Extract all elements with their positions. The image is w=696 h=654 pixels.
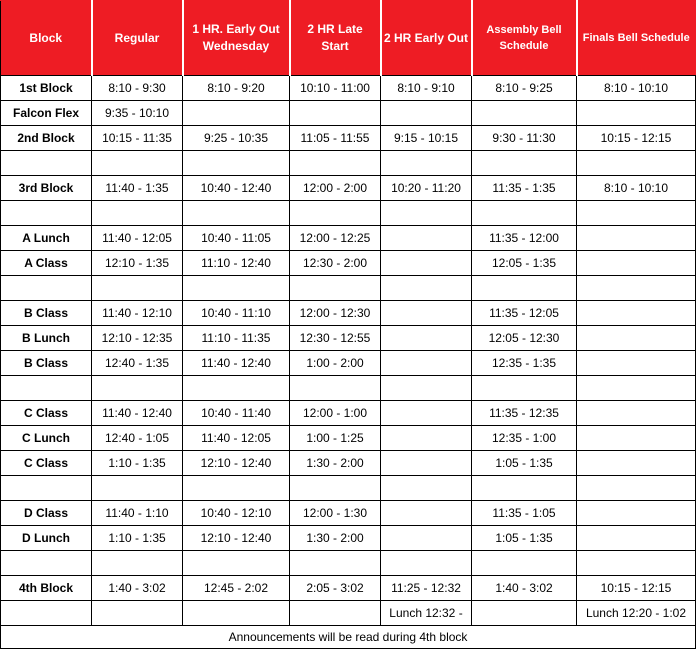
time-cell xyxy=(577,301,696,326)
spacer-row xyxy=(1,476,696,501)
time-cell: 1:40 - 3:02 xyxy=(472,576,577,601)
row-label xyxy=(1,376,92,401)
time-cell: 11:35 - 12:05 xyxy=(472,301,577,326)
time-cell: 12:40 - 1:35 xyxy=(92,351,183,376)
time-cell: 12:10 - 1:35 xyxy=(92,251,183,276)
time-cell: 12:30 - 12:55 xyxy=(290,326,381,351)
time-cell xyxy=(290,201,381,226)
time-cell: 11:10 - 12:40 xyxy=(183,251,290,276)
time-cell: 12:10 - 12:35 xyxy=(92,326,183,351)
time-cell xyxy=(381,151,472,176)
time-cell: 11:35 - 1:05 xyxy=(472,501,577,526)
table-row xyxy=(1,576,696,601)
time-cell xyxy=(290,276,381,301)
time-cell xyxy=(381,551,472,576)
time-cell: 11:40 - 1:10 xyxy=(92,501,183,526)
table-row xyxy=(1,301,696,326)
table-row xyxy=(1,426,696,451)
time-cell xyxy=(472,551,577,576)
time-cell xyxy=(381,501,472,526)
row-label: Falcon Flex xyxy=(1,101,92,126)
time-cell: 1:00 - 2:00 xyxy=(290,351,381,376)
time-cell xyxy=(577,326,696,351)
time-cell xyxy=(577,151,696,176)
row-label xyxy=(1,151,92,176)
time-cell xyxy=(381,326,472,351)
table-row xyxy=(1,226,696,251)
time-cell: 8:10 - 9:30 xyxy=(92,76,183,101)
header-early-out-wednesday: 1 HR. Early Out Wednesday xyxy=(183,1,290,76)
table-header xyxy=(1,1,696,76)
time-cell xyxy=(472,276,577,301)
time-cell xyxy=(472,101,577,126)
time-cell xyxy=(577,276,696,301)
time-cell: 9:25 - 10:35 xyxy=(183,126,290,151)
row-label xyxy=(1,201,92,226)
time-cell: 1:10 - 1:35 xyxy=(92,526,183,551)
row-label: D Class xyxy=(1,501,92,526)
time-cell xyxy=(577,201,696,226)
time-cell: 12:00 - 2:00 xyxy=(290,176,381,201)
table-row xyxy=(1,526,696,551)
time-cell xyxy=(577,101,696,126)
time-cell xyxy=(290,476,381,501)
time-cell xyxy=(183,601,290,626)
header-late-start: 2 HR Late Start xyxy=(290,1,381,76)
time-cell: 11:35 - 1:35 xyxy=(472,176,577,201)
time-cell xyxy=(577,526,696,551)
time-cell: 12:00 - 1:30 xyxy=(290,501,381,526)
time-cell xyxy=(381,201,472,226)
time-cell: 11:25 - 12:32 xyxy=(381,576,472,601)
time-cell: 1:30 - 2:00 xyxy=(290,526,381,551)
spacer-row xyxy=(1,376,696,401)
time-cell xyxy=(381,476,472,501)
time-cell: 10:10 - 11:00 xyxy=(290,76,381,101)
time-cell: 10:40 - 12:10 xyxy=(183,501,290,526)
row-label: B Class xyxy=(1,351,92,376)
table-row xyxy=(1,351,696,376)
time-cell: 10:15 - 12:15 xyxy=(577,126,696,151)
table-row xyxy=(1,76,696,101)
time-cell xyxy=(472,151,577,176)
time-cell xyxy=(577,426,696,451)
time-cell: 12:40 - 1:05 xyxy=(92,426,183,451)
time-cell xyxy=(577,351,696,376)
time-cell xyxy=(92,551,183,576)
time-cell xyxy=(381,376,472,401)
row-label: 3rd Block xyxy=(1,176,92,201)
time-cell xyxy=(381,301,472,326)
time-cell: 12:35 - 1:35 xyxy=(472,351,577,376)
time-cell: 1:10 - 1:35 xyxy=(92,451,183,476)
spacer-row xyxy=(1,276,696,301)
time-cell: 11:40 - 12:40 xyxy=(183,351,290,376)
time-cell xyxy=(577,251,696,276)
time-cell xyxy=(577,376,696,401)
time-cell xyxy=(290,376,381,401)
time-cell: 8:10 - 9:20 xyxy=(183,76,290,101)
row-label: C Lunch xyxy=(1,426,92,451)
time-cell: 8:10 - 10:10 xyxy=(577,176,696,201)
table-row xyxy=(1,126,696,151)
time-cell xyxy=(183,476,290,501)
header-assembly: Assembly Bell Schedule xyxy=(472,1,577,76)
time-cell xyxy=(92,201,183,226)
table-row xyxy=(1,401,696,426)
row-label xyxy=(1,476,92,501)
time-cell: 11:40 - 12:05 xyxy=(92,226,183,251)
header-regular: Regular xyxy=(92,1,183,76)
time-cell: 10:40 - 11:10 xyxy=(183,301,290,326)
time-cell: 8:10 - 10:10 xyxy=(577,76,696,101)
time-cell: 9:35 - 10:10 xyxy=(92,101,183,126)
row-label: 2nd Block xyxy=(1,126,92,151)
time-cell xyxy=(92,476,183,501)
time-cell xyxy=(290,101,381,126)
time-cell: 11:40 - 12:10 xyxy=(92,301,183,326)
time-cell: 12:05 - 12:30 xyxy=(472,326,577,351)
time-cell xyxy=(577,226,696,251)
time-cell xyxy=(577,451,696,476)
time-cell: 10:15 - 12:15 xyxy=(577,576,696,601)
time-cell xyxy=(577,501,696,526)
row-label: B Class xyxy=(1,301,92,326)
time-cell: 12:35 - 1:00 xyxy=(472,426,577,451)
row-label xyxy=(1,551,92,576)
time-cell: 11:10 - 11:35 xyxy=(183,326,290,351)
table-row xyxy=(1,176,696,201)
row-label: C Class xyxy=(1,451,92,476)
time-cell: 1:05 - 1:35 xyxy=(472,526,577,551)
time-cell xyxy=(183,551,290,576)
time-cell xyxy=(472,601,577,626)
time-cell: 1:30 - 2:00 xyxy=(290,451,381,476)
row-label xyxy=(1,276,92,301)
row-label: 1st Block xyxy=(1,76,92,101)
time-cell: 10:40 - 12:40 xyxy=(183,176,290,201)
header-row xyxy=(1,1,696,76)
time-cell xyxy=(577,401,696,426)
time-cell: 8:10 - 9:10 xyxy=(381,76,472,101)
time-cell: 2:05 - 3:02 xyxy=(290,576,381,601)
time-cell: 12:00 - 1:00 xyxy=(290,401,381,426)
row-label: A Lunch xyxy=(1,226,92,251)
header-finals: Finals Bell Schedule xyxy=(577,1,696,76)
time-cell: 10:40 - 11:05 xyxy=(183,226,290,251)
spacer-row xyxy=(1,201,696,226)
table-row xyxy=(1,101,696,126)
time-cell: 11:35 - 12:00 xyxy=(472,226,577,251)
time-cell xyxy=(577,551,696,576)
time-cell xyxy=(92,376,183,401)
time-cell: 9:30 - 11:30 xyxy=(472,126,577,151)
table-row xyxy=(1,251,696,276)
time-cell: 11:40 - 1:35 xyxy=(92,176,183,201)
time-cell xyxy=(183,376,290,401)
table-row xyxy=(1,451,696,476)
time-cell xyxy=(472,476,577,501)
time-cell: 12:30 - 2:00 xyxy=(290,251,381,276)
time-cell xyxy=(183,101,290,126)
time-cell xyxy=(381,426,472,451)
time-cell: 12:00 - 12:25 xyxy=(290,226,381,251)
time-cell xyxy=(183,201,290,226)
time-cell: 8:10 - 9:25 xyxy=(472,76,577,101)
time-cell: Lunch 12:32 - xyxy=(381,601,472,626)
time-cell xyxy=(381,451,472,476)
time-cell: 12:00 - 12:30 xyxy=(290,301,381,326)
time-cell: Lunch 12:20 - 1:02 xyxy=(577,601,696,626)
time-cell: 10:15 - 11:35 xyxy=(92,126,183,151)
table-row xyxy=(1,326,696,351)
time-cell xyxy=(183,151,290,176)
time-cell: 10:20 - 11:20 xyxy=(381,176,472,201)
spacer-row xyxy=(1,601,696,626)
time-cell xyxy=(290,151,381,176)
row-label: D Lunch xyxy=(1,526,92,551)
header-block: Block xyxy=(1,1,92,76)
time-cell xyxy=(381,351,472,376)
footer-row xyxy=(1,626,696,649)
time-cell: 11:40 - 12:05 xyxy=(183,426,290,451)
time-cell xyxy=(577,476,696,501)
time-cell: 1:00 - 1:25 xyxy=(290,426,381,451)
row-label: 4th Block xyxy=(1,576,92,601)
time-cell: 11:35 - 12:35 xyxy=(472,401,577,426)
time-cell xyxy=(92,276,183,301)
time-cell: 12:05 - 1:35 xyxy=(472,251,577,276)
row-label: C Class xyxy=(1,401,92,426)
time-cell xyxy=(290,551,381,576)
time-cell xyxy=(472,201,577,226)
time-cell xyxy=(472,376,577,401)
row-label: B Lunch xyxy=(1,326,92,351)
time-cell xyxy=(381,526,472,551)
row-label: A Class xyxy=(1,251,92,276)
time-cell xyxy=(381,226,472,251)
time-cell: 10:40 - 11:40 xyxy=(183,401,290,426)
table-footer xyxy=(1,626,696,649)
time-cell xyxy=(92,601,183,626)
time-cell: 12:10 - 12:40 xyxy=(183,526,290,551)
header-early-out: 2 HR Early Out xyxy=(381,1,472,76)
time-cell: 12:45 - 2:02 xyxy=(183,576,290,601)
time-cell xyxy=(381,401,472,426)
time-cell: 1:05 - 1:35 xyxy=(472,451,577,476)
table-row xyxy=(1,501,696,526)
time-cell xyxy=(92,151,183,176)
row-label xyxy=(1,601,92,626)
time-cell: 9:15 - 10:15 xyxy=(381,126,472,151)
time-cell xyxy=(381,276,472,301)
time-cell: 12:10 - 12:40 xyxy=(183,451,290,476)
table-body xyxy=(1,76,696,626)
time-cell: 11:40 - 12:40 xyxy=(92,401,183,426)
time-cell xyxy=(381,101,472,126)
time-cell xyxy=(183,276,290,301)
spacer-row xyxy=(1,551,696,576)
announcement-note: Announcements will be read during 4th block xyxy=(1,626,696,649)
time-cell xyxy=(290,601,381,626)
time-cell: 1:40 - 3:02 xyxy=(92,576,183,601)
time-cell: 11:05 - 11:55 xyxy=(290,126,381,151)
spacer-row xyxy=(1,151,696,176)
time-cell xyxy=(381,251,472,276)
